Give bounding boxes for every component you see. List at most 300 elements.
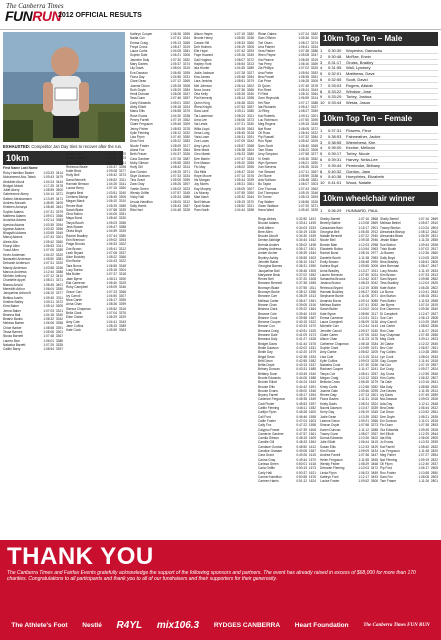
place: 3382 bbox=[310, 32, 318, 36]
winner-name: Pembroke, Brittany bbox=[346, 162, 381, 168]
runner-name: Oli Ross bbox=[258, 130, 271, 135]
runner-name: Lea Carter bbox=[380, 324, 396, 329]
net-time: 1:06:11 bbox=[298, 113, 309, 118]
place: 3392 bbox=[310, 70, 318, 75]
place: 3378 bbox=[310, 83, 318, 88]
net-time: 1:10:16 bbox=[418, 380, 429, 385]
net-time: 1:07:47 bbox=[234, 156, 245, 161]
runner-name: Amy Clarke bbox=[320, 350, 337, 355]
net-time: 0:40:33 bbox=[296, 324, 307, 329]
runner-name: Nat Rose bbox=[258, 126, 272, 131]
net-time: 1:06:35 bbox=[298, 165, 309, 170]
net-time: 1:09:45 bbox=[43, 295, 54, 300]
net-time: 0:49:08 bbox=[296, 449, 307, 454]
runner-name: Jenny Fisher bbox=[130, 126, 149, 131]
net-time: 1:06:22 bbox=[298, 148, 309, 153]
place: 3478 bbox=[55, 183, 63, 188]
place: 3345 bbox=[182, 190, 190, 195]
net-time: 1:05:25 bbox=[106, 203, 117, 208]
net-time: 1:06:51 bbox=[418, 259, 429, 264]
place: 1585 bbox=[308, 367, 316, 372]
runner-name: Ada Sullivan bbox=[258, 178, 276, 183]
runner-name: Natasha Barrett bbox=[3, 342, 26, 347]
runner-name: Kim Burke bbox=[66, 259, 81, 264]
runner-name: Bridget Abbott bbox=[3, 183, 24, 188]
net-time: 1:07:43 bbox=[43, 235, 54, 240]
net-time: 1:07:36 bbox=[234, 87, 245, 92]
net-time: 1:04:41 bbox=[106, 319, 117, 324]
place: 3396 bbox=[182, 32, 190, 36]
runner-name: Nadia Cox bbox=[130, 36, 145, 41]
runner-name: Penny Farrell bbox=[130, 117, 149, 122]
place: 3373 bbox=[246, 117, 254, 122]
place: 3359 bbox=[182, 178, 190, 183]
runner-name: Rebecca Beale bbox=[66, 164, 88, 169]
net-time: 1:08:11 bbox=[106, 276, 117, 281]
place: 3372 bbox=[310, 126, 318, 131]
runner-name: Breann Chan bbox=[258, 302, 277, 307]
net-time: 1:07:16 bbox=[106, 186, 117, 191]
net-time: 1:08:21 bbox=[43, 278, 54, 283]
net-time: 1:08:54 bbox=[43, 347, 54, 352]
net-time: 1:07:23 bbox=[106, 289, 117, 294]
place: 3352 bbox=[182, 57, 190, 62]
net-time: 1:03:51 bbox=[106, 190, 117, 195]
net-time: 1:08:29 bbox=[170, 87, 181, 92]
net-time: 1:07:25 bbox=[43, 342, 54, 347]
place: 2869 bbox=[430, 217, 438, 221]
place: 2846 bbox=[430, 371, 438, 376]
place: 3371 bbox=[55, 278, 63, 283]
place: 3337 bbox=[310, 105, 318, 110]
place: 3346 bbox=[310, 190, 318, 195]
place: 3351 bbox=[118, 212, 126, 217]
net-time: 0:40:15 bbox=[296, 320, 307, 325]
place: 3354 bbox=[246, 74, 254, 79]
place: 3325 bbox=[118, 280, 126, 285]
net-time: 1:08:36 bbox=[106, 302, 117, 307]
winner-time: 0:32:55 bbox=[328, 76, 342, 82]
place: 3364 bbox=[310, 92, 318, 97]
place: 2850 bbox=[430, 470, 438, 475]
place: 3327 bbox=[246, 70, 254, 75]
place: 3236 bbox=[370, 363, 378, 368]
runner-name: Jodie Dean bbox=[320, 414, 337, 419]
net-time: 1:04:55 bbox=[170, 74, 181, 79]
winner-time: 0:30:48 bbox=[328, 53, 342, 59]
runner-name: Kevin Andersen bbox=[3, 252, 26, 257]
place: 3316 bbox=[118, 306, 126, 311]
place: 1552 bbox=[308, 406, 316, 411]
place: 3386 bbox=[182, 195, 190, 200]
net-time: 1:07:05 bbox=[43, 248, 54, 253]
runner-name: Katrina Boyd bbox=[320, 264, 339, 269]
net-time: 1:05:22 bbox=[170, 139, 181, 144]
net-time: 1:08:27 bbox=[298, 109, 309, 114]
net-time: 1:04:08 bbox=[170, 49, 181, 54]
place: 3241 bbox=[370, 367, 378, 372]
runner-name: Jacqueline Ashcroft bbox=[3, 291, 31, 296]
place: 3361 bbox=[246, 182, 254, 187]
net-time: 1:06:21 bbox=[170, 53, 181, 58]
net-time: 1:09:36 bbox=[418, 307, 429, 312]
net-time: 1:07:55 bbox=[234, 190, 245, 195]
runner-name: Sally Boyd bbox=[380, 255, 396, 260]
place: 1498 bbox=[308, 242, 316, 247]
net-time: 1:07:58 bbox=[298, 152, 309, 157]
runner-name: Flo Dunn bbox=[380, 423, 393, 428]
runner-name: Ava Gordon bbox=[130, 169, 147, 174]
runner-name: Molly Gibson bbox=[130, 160, 149, 165]
runner-name: Sara Lane bbox=[194, 109, 209, 114]
net-time: 1:07:15 bbox=[234, 32, 245, 36]
runner-name: Tia Dale bbox=[380, 380, 392, 385]
net-time: 1:10:03 bbox=[358, 466, 369, 471]
net-time: 1:07:09 bbox=[234, 139, 245, 144]
place: 2822 bbox=[430, 457, 438, 462]
place: 3350 bbox=[182, 135, 190, 140]
runner-name: Jo Riley bbox=[258, 109, 270, 114]
runner-name: Jenna Baker bbox=[3, 308, 21, 313]
runner-name: Sam Fox bbox=[380, 474, 393, 479]
net-time: 1:06:09 bbox=[234, 186, 245, 191]
runner-name: Orla Kelly bbox=[194, 92, 208, 97]
net-time: 1:03:33 bbox=[43, 171, 54, 175]
winner-time: 0:40:32 bbox=[328, 168, 342, 174]
net-time: 1:08:32 bbox=[43, 317, 54, 322]
place: 3310 bbox=[310, 36, 318, 41]
runner-name: Britney Duncan bbox=[258, 367, 280, 372]
net-time: 1:11:19 bbox=[418, 268, 429, 273]
runner-name: Fiona Day bbox=[130, 74, 145, 79]
runner-name: Kristine Bailey bbox=[3, 299, 24, 304]
winner-time: 0:41:01 bbox=[328, 180, 342, 186]
winner-name: Wood, Natalie bbox=[346, 180, 372, 186]
net-time: 1:07:58 bbox=[358, 423, 369, 428]
place: 3397 bbox=[370, 431, 378, 436]
runner-name: Nell Nelson bbox=[194, 199, 211, 204]
fun-run-logo-fun: FUN bbox=[5, 8, 33, 24]
runner-name: Breann Cox bbox=[258, 324, 275, 329]
place: 3365 bbox=[182, 40, 190, 45]
runner-name: Kate Byrne bbox=[320, 311, 336, 316]
runner-name: Georgina Bell bbox=[320, 229, 340, 234]
winner-name: Matthews, Dave bbox=[346, 71, 375, 77]
winner-time: 0:33:44 bbox=[328, 100, 342, 106]
runner-name: Sarah Blake bbox=[66, 207, 84, 212]
net-time: 1:06:16 bbox=[298, 62, 309, 67]
runner-name: Fay Walker bbox=[258, 199, 274, 204]
net-time: 1:05:05 bbox=[170, 178, 181, 183]
runner-name: Flo May bbox=[194, 165, 206, 170]
net-time: 1:04:30 bbox=[170, 113, 181, 118]
runner-name: Rachel Bond bbox=[320, 251, 339, 256]
place: 3397 bbox=[182, 182, 190, 187]
runner-name: Freya Cross bbox=[130, 44, 148, 49]
net-time: 1:07:42 bbox=[234, 49, 245, 54]
runner-name: Sue Carr bbox=[380, 315, 393, 320]
runner-name: Yvette Green bbox=[130, 186, 149, 191]
place: 3389 bbox=[246, 66, 254, 71]
runner-name: Lyn Cook bbox=[380, 354, 394, 359]
place: 3382 bbox=[246, 32, 254, 36]
net-time: 1:05:26 bbox=[234, 92, 245, 97]
place: 3397 bbox=[55, 347, 63, 352]
net-time: 1:08:45 bbox=[43, 282, 54, 287]
runner-name: Meredith Arthur bbox=[3, 287, 25, 292]
place: 2824 bbox=[430, 367, 438, 372]
runner-name: Tam Shaw bbox=[258, 148, 273, 153]
place: 3357 bbox=[182, 96, 190, 101]
net-time: 1:07:16 bbox=[418, 217, 429, 221]
runner-name: Natalie Bennett bbox=[320, 234, 342, 239]
net-time: 1:06:29 bbox=[106, 315, 117, 320]
place: 3346 bbox=[118, 285, 126, 290]
net-time: 1:05:47 bbox=[298, 105, 309, 110]
place: 3348 bbox=[310, 122, 318, 127]
net-time: 0:38:29 bbox=[296, 294, 307, 299]
place: 2802 bbox=[430, 285, 438, 290]
runner-name: Katie Beck bbox=[66, 169, 82, 174]
net-time: 1:06:54 bbox=[234, 62, 245, 67]
runner-name: Claire Carter bbox=[320, 333, 339, 338]
winner-place: 1 bbox=[320, 127, 323, 133]
net-time: 0:40:51 bbox=[296, 328, 307, 333]
runner-name: Cassandra Bain bbox=[320, 225, 343, 230]
place: 2838 bbox=[430, 242, 438, 247]
place: 1588 bbox=[308, 375, 316, 380]
place: 1606 bbox=[308, 427, 316, 432]
net-time: 1:07:36 bbox=[358, 453, 369, 458]
place: 3461 bbox=[55, 205, 63, 210]
runner-name: Dina Ford bbox=[130, 139, 144, 144]
net-time: 1:08:17 bbox=[298, 40, 309, 45]
runner-name: Bree Mack bbox=[194, 148, 210, 153]
place: 3315 bbox=[182, 66, 190, 71]
place: 3371 bbox=[310, 203, 318, 208]
place: 3345 bbox=[370, 410, 378, 415]
net-time: 0:44:24 bbox=[296, 380, 307, 385]
runner-name: Zel Stone bbox=[258, 173, 272, 178]
runner-name: Heidi Duncan bbox=[130, 92, 150, 97]
net-time: 1:06:28 bbox=[418, 285, 429, 290]
net-time: 1:08:49 bbox=[106, 194, 117, 199]
net-time: 1:06:23 bbox=[234, 152, 245, 157]
place: 2837 bbox=[430, 461, 438, 466]
winner-place: 10 bbox=[320, 180, 325, 186]
net-time: 1:08:58 bbox=[418, 384, 429, 389]
runner-name: Holly Bell bbox=[66, 173, 80, 178]
runner-name: Gabrieenne Abery bbox=[3, 192, 29, 197]
place: 3055 bbox=[370, 285, 378, 290]
runner-name: Carly Edwards bbox=[130, 100, 151, 105]
runner-name: Naomi Dawson bbox=[320, 406, 342, 411]
runner-name: Megan Black bbox=[66, 199, 85, 204]
runner-name: Di Quinn bbox=[258, 83, 271, 88]
page-title: 2012 OFFICIAL RESULTS bbox=[58, 12, 142, 19]
place: 3384 bbox=[310, 135, 318, 140]
place: 3479 bbox=[55, 175, 63, 180]
net-time: 0:35:39 bbox=[296, 251, 307, 256]
net-time: 1:05:35 bbox=[358, 229, 369, 234]
runner-name: Bryony Farrell bbox=[258, 393, 278, 398]
place: 3295 bbox=[370, 388, 378, 393]
place: 3228 bbox=[370, 358, 378, 363]
place: 3409 bbox=[55, 201, 63, 206]
place: 2856 bbox=[430, 333, 438, 338]
runner-name: Kathryn Cooper bbox=[130, 32, 153, 36]
place: 1508 bbox=[308, 277, 316, 282]
place: 3191 bbox=[370, 345, 378, 350]
runner-name: Vera Parker bbox=[258, 49, 275, 54]
runner-name: Kharyl Allen bbox=[3, 244, 20, 249]
net-time: 1:07:17 bbox=[298, 100, 309, 105]
place: 3319 bbox=[182, 44, 190, 49]
runner-name: Gina Bolton bbox=[66, 212, 83, 217]
place: 3376 bbox=[246, 173, 254, 178]
place: 3136 bbox=[370, 320, 378, 325]
runner-name: Maryanne Beck bbox=[258, 272, 281, 277]
net-time: 1:06:44 bbox=[418, 406, 429, 411]
net-time: 1:07:58 bbox=[106, 207, 117, 212]
net-time: 1:05:52 bbox=[106, 306, 117, 311]
place: 3402 bbox=[370, 436, 378, 441]
runner-name: Bree Allen bbox=[258, 229, 273, 234]
net-time: 1:08:47 bbox=[418, 264, 429, 269]
place: 3321 bbox=[55, 308, 63, 313]
place: 1618 bbox=[308, 461, 316, 466]
runner-name: Zia Phillips bbox=[258, 66, 274, 71]
runner-name: Kate Cook bbox=[66, 328, 81, 333]
net-time: 1:08:15 bbox=[106, 323, 117, 328]
runner-name: Louise Berry bbox=[66, 186, 84, 191]
net-time: 1:05:14 bbox=[43, 304, 54, 309]
place: 2869 bbox=[370, 221, 378, 226]
runner-name: Natasha Cook bbox=[320, 363, 341, 368]
place: 2958 bbox=[370, 242, 378, 247]
place: 3329 bbox=[118, 315, 126, 320]
net-time: 0:44:42 bbox=[296, 384, 307, 389]
winner-time: 0:33:22 bbox=[328, 88, 342, 94]
place: 1549 bbox=[308, 397, 316, 402]
place: 3339 bbox=[118, 207, 126, 212]
place: 3392 bbox=[182, 100, 190, 105]
result-row bbox=[258, 479, 316, 483]
place: 3351 bbox=[310, 74, 318, 79]
net-time: 1:06:56 bbox=[298, 199, 309, 204]
place: 3364 bbox=[182, 148, 190, 153]
winner-time: 0:39:00 bbox=[328, 145, 342, 151]
runner-name: Dana Bennett bbox=[66, 177, 86, 182]
place: 3104 bbox=[370, 307, 378, 312]
runner-name: Danielle Booth bbox=[320, 255, 341, 260]
net-time: 1:09:01 bbox=[43, 213, 54, 218]
net-time: 1:12:36 bbox=[418, 251, 429, 256]
net-time: 1:13:27 bbox=[358, 268, 369, 273]
place: 2820 bbox=[430, 449, 438, 454]
net-time: 1:05:40 bbox=[298, 208, 309, 213]
runner-name: Rebecca Bryant bbox=[320, 285, 343, 290]
male-top-ten-list bbox=[320, 48, 438, 106]
place: 3355 bbox=[118, 298, 126, 303]
runner-name: Cadi Fisher bbox=[258, 401, 275, 406]
result-row bbox=[130, 208, 190, 212]
place: 3011 bbox=[371, 268, 378, 273]
place: 3279 bbox=[370, 380, 378, 385]
place: 3318 bbox=[246, 130, 254, 135]
place: 3006 bbox=[370, 264, 378, 269]
net-time: 1:06:38 bbox=[234, 100, 245, 105]
place: 2840 bbox=[430, 307, 438, 312]
runner-name: Jessica Brown bbox=[320, 281, 341, 286]
place: 3304 bbox=[118, 268, 126, 273]
place: 3071 bbox=[370, 294, 378, 299]
net-time: 1:07:53 bbox=[234, 105, 245, 110]
place: 2859 bbox=[430, 393, 438, 398]
runner-name: Amber Bass bbox=[66, 152, 84, 156]
net-time: 1:05:55 bbox=[170, 160, 181, 165]
runner-name: Hannah Benson bbox=[66, 182, 89, 187]
runner-name: Nina Bradley bbox=[380, 259, 399, 264]
runner-name: Britta Doyle bbox=[258, 363, 275, 368]
runner-name: Ida Richards bbox=[258, 105, 276, 110]
place: 2836 bbox=[430, 324, 438, 329]
net-time: 1:09:19 bbox=[418, 457, 429, 462]
place: 1491 bbox=[308, 217, 316, 221]
net-time: 1:07:03 bbox=[43, 308, 54, 313]
net-time: 0:50:19 bbox=[296, 466, 307, 471]
caption-lead: EXHAUSTED: bbox=[3, 144, 31, 149]
runner-name: Ursy Simpson bbox=[258, 152, 278, 157]
place: 2983 bbox=[370, 255, 378, 260]
net-time: 1:05:57 bbox=[234, 143, 245, 148]
runner-name: Abby Elliott bbox=[130, 105, 146, 110]
runner-name: Erin Brennan bbox=[66, 237, 85, 242]
net-time: 1:08:04 bbox=[418, 354, 429, 359]
place: 2832 bbox=[430, 444, 438, 449]
net-time: 1:04:59 bbox=[106, 229, 117, 234]
runner-name: Georgina Barnes bbox=[258, 264, 283, 269]
place: 2855 bbox=[430, 238, 438, 243]
place: 3384 bbox=[182, 87, 190, 92]
runner-name: Mandy Anderson bbox=[3, 265, 27, 270]
runner-name: Willa Lloyd bbox=[194, 126, 210, 131]
runner-name: Yas Perry bbox=[258, 62, 272, 67]
runner-name: Tanya Booth bbox=[66, 220, 84, 225]
place: 1522 bbox=[308, 320, 316, 325]
place: 3308 bbox=[310, 148, 318, 153]
sponsor-fun-run-logo: The Canberra Times FUN RUN bbox=[363, 622, 430, 628]
runner-name: Tess Buckley bbox=[380, 281, 399, 286]
net-time: 1:12:44 bbox=[358, 324, 369, 329]
runner-name: Elizabeth Bolton bbox=[320, 247, 344, 252]
sponsor-mix1063-logo: mix106.3 bbox=[156, 619, 200, 631]
runner-name: Manoj Adams bbox=[3, 235, 23, 240]
runner-name: Rachael Cooper bbox=[320, 367, 344, 372]
runner-name: Louise Foster bbox=[320, 479, 340, 484]
place: 3371 bbox=[55, 192, 63, 197]
runner-name: Maria Ellis bbox=[130, 109, 145, 114]
runner-name: Melissa Burton bbox=[320, 302, 342, 307]
net-time: 1:07:45 bbox=[298, 83, 309, 88]
place: 1624 bbox=[308, 479, 316, 484]
runner-name: Michele Anthony bbox=[3, 274, 27, 279]
net-time: 1:04:37 bbox=[170, 152, 181, 157]
place: 2816 bbox=[430, 418, 438, 423]
winner-time: 0:32:01 bbox=[328, 71, 342, 77]
net-time: 1:06:35 bbox=[358, 380, 369, 385]
runner-name: Andrew Abroath bbox=[3, 201, 26, 206]
